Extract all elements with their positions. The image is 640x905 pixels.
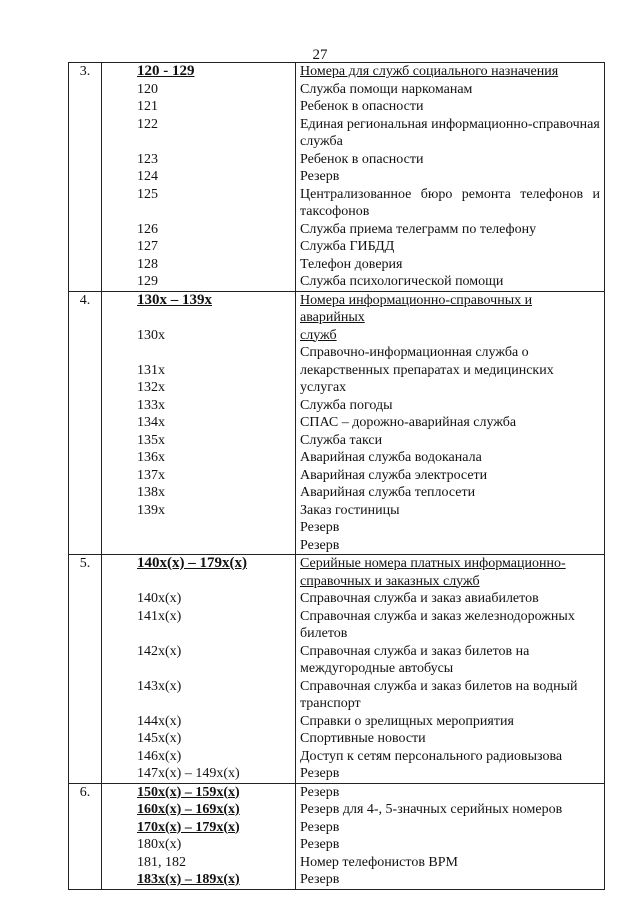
number-code: 143x(x) bbox=[137, 678, 182, 694]
service-description: Единая региональная информационно-справочная bbox=[300, 116, 600, 132]
service-description: Номер телефонистов ВРМ bbox=[300, 854, 459, 870]
number-code: 132x bbox=[137, 380, 165, 395]
spacer bbox=[137, 625, 295, 643]
description-cell bbox=[296, 63, 605, 292]
service-description: Аварийная служба электросети bbox=[300, 467, 488, 483]
code-cell bbox=[102, 291, 296, 555]
service-description: Справочная служба и заказ авиабилетов bbox=[300, 591, 539, 606]
service-description: Доступ к сетям персонального радиовызова bbox=[300, 748, 563, 764]
number-code: 131x bbox=[137, 362, 165, 378]
spacer bbox=[137, 573, 295, 591]
description-cell bbox=[296, 291, 605, 555]
number-code: 137x bbox=[137, 467, 165, 483]
service-description: Аварийная служба теплосети bbox=[300, 485, 476, 500]
number-code: 180x(x) bbox=[137, 837, 182, 852]
service-description: Служба погоды bbox=[300, 397, 393, 413]
number-code: 146x(x) bbox=[137, 748, 182, 764]
service-description: Справки о зрелищных мероприятия bbox=[300, 713, 514, 729]
number-code: 123 bbox=[137, 151, 158, 167]
section-title-line: Номера информационно-справочных и аварийных bbox=[300, 292, 533, 325]
code-cell bbox=[102, 63, 296, 292]
numbering-table bbox=[68, 62, 605, 890]
service-description: Заказ гостиницы bbox=[300, 502, 400, 518]
number-code: 141x(x) bbox=[137, 608, 182, 624]
row-number: 5. bbox=[69, 555, 102, 784]
number-code: 147x(x) – 149x(x) bbox=[137, 766, 240, 781]
number-code: 126 bbox=[137, 221, 158, 237]
number-code: 160x(x) – 169x(x) bbox=[137, 802, 240, 817]
number-code: 145x(x) bbox=[137, 731, 182, 746]
service-description: Резерв bbox=[300, 169, 340, 184]
row-number: 6. bbox=[69, 783, 102, 889]
table-row bbox=[69, 291, 605, 555]
number-code: 127 bbox=[137, 239, 158, 254]
section-title-line: справочных и заказных служб bbox=[300, 573, 480, 589]
service-description: Аварийная служба водоканала bbox=[300, 450, 482, 465]
service-description: Спортивные новости bbox=[300, 731, 426, 746]
section-title-line: служб bbox=[300, 327, 337, 343]
service-description: Резерв bbox=[300, 766, 340, 781]
spacer bbox=[137, 344, 295, 362]
number-code: 142x(x) bbox=[137, 643, 182, 659]
number-code: 129 bbox=[137, 274, 158, 289]
service-description: Служба приема телеграмм по телефону bbox=[300, 221, 537, 237]
number-code: 134x bbox=[137, 415, 165, 430]
number-code: 170x(x) – 179x(x) bbox=[137, 819, 240, 835]
service-description: Справочно-информационная служба о bbox=[300, 345, 529, 360]
service-description: Справочная служба и заказ железнодорожных bbox=[300, 608, 575, 624]
service-description: Резерв для 4-, 5-значных серийных номеров bbox=[300, 802, 563, 817]
table-row bbox=[69, 555, 605, 784]
description-cell bbox=[296, 783, 605, 889]
spacer bbox=[137, 133, 295, 151]
section-code-range: 140x(x) – 179x(x) bbox=[137, 555, 247, 571]
spacer bbox=[137, 660, 295, 678]
service-description: транспорт bbox=[300, 696, 361, 711]
service-description: служба bbox=[300, 134, 343, 149]
code-cell bbox=[102, 555, 296, 784]
row-number: 4. bbox=[69, 291, 102, 555]
service-description: Телефон доверия bbox=[300, 256, 403, 272]
service-description: междугородные автобусы bbox=[300, 661, 454, 676]
section-title: Номера для служб социального назначения bbox=[300, 64, 559, 79]
spacer bbox=[137, 695, 295, 713]
service-description: Справочная служба и заказ билетов на bbox=[300, 643, 530, 659]
number-code: 122 bbox=[137, 116, 158, 132]
table-row bbox=[69, 783, 605, 889]
service-description: таксофонов bbox=[300, 204, 370, 219]
row-number: 3. bbox=[69, 63, 102, 292]
section-code-range: 120 - 129 bbox=[137, 63, 195, 79]
section-code-range: 130x – 139x bbox=[137, 291, 212, 308]
service-description: лекарственных препаратах и медицинских услугах bbox=[300, 362, 554, 395]
service-description: СПАС – дорожно-аварийная служба bbox=[300, 415, 517, 430]
number-code: 120 bbox=[137, 81, 158, 97]
number-code: 125 bbox=[137, 186, 158, 202]
service-description: Служба ГИБДД bbox=[300, 239, 395, 254]
number-code: 130x bbox=[137, 327, 165, 343]
service-description: Централизованное бюро ремонта телефонов и bbox=[300, 186, 600, 202]
number-code: 124 bbox=[137, 169, 158, 184]
number-code: 140x(x) bbox=[137, 591, 182, 606]
service-description: Ребенок в опасности bbox=[300, 99, 424, 114]
number-code: 135x bbox=[137, 432, 165, 448]
number-code: 121 bbox=[137, 99, 158, 114]
number-code: 138x bbox=[137, 485, 165, 500]
service-description: Резерв bbox=[300, 520, 340, 535]
section-title-line: Серийные номера платных информационно- bbox=[300, 556, 566, 571]
service-description: Справочная служба и заказ билетов на водный bbox=[300, 678, 578, 694]
service-description: Служба психологической помощи bbox=[300, 274, 504, 289]
number-code: 144x(x) bbox=[137, 713, 182, 729]
table-row bbox=[69, 63, 605, 292]
number-code: 136x bbox=[137, 450, 165, 465]
service-description: Резерв bbox=[300, 837, 340, 852]
number-code: 183x(x) – 189x(x) bbox=[137, 872, 240, 887]
service-description: Резерв bbox=[300, 872, 340, 887]
description-cell bbox=[296, 555, 605, 784]
number-code: 150x(x) – 159x(x) bbox=[137, 784, 240, 800]
service-description: Резерв bbox=[300, 784, 340, 800]
service-description: Ребенок в опасности bbox=[300, 151, 424, 167]
service-description: Служба помощи наркоманам bbox=[300, 81, 473, 97]
service-description: Резерв bbox=[300, 819, 340, 835]
spacer bbox=[137, 309, 295, 327]
page-number: 27 bbox=[312, 47, 328, 63]
number-code: 139x bbox=[137, 502, 165, 518]
code-cell bbox=[102, 783, 296, 889]
numbering-table-body bbox=[69, 63, 605, 890]
number-code: 128 bbox=[137, 256, 158, 272]
service-description: Служба такси bbox=[300, 432, 383, 448]
service-description: Резерв bbox=[300, 537, 340, 553]
number-code: 181, 182 bbox=[137, 854, 186, 870]
spacer bbox=[137, 203, 295, 221]
number-code: 133x bbox=[137, 397, 165, 413]
service-description: билетов bbox=[300, 626, 348, 641]
